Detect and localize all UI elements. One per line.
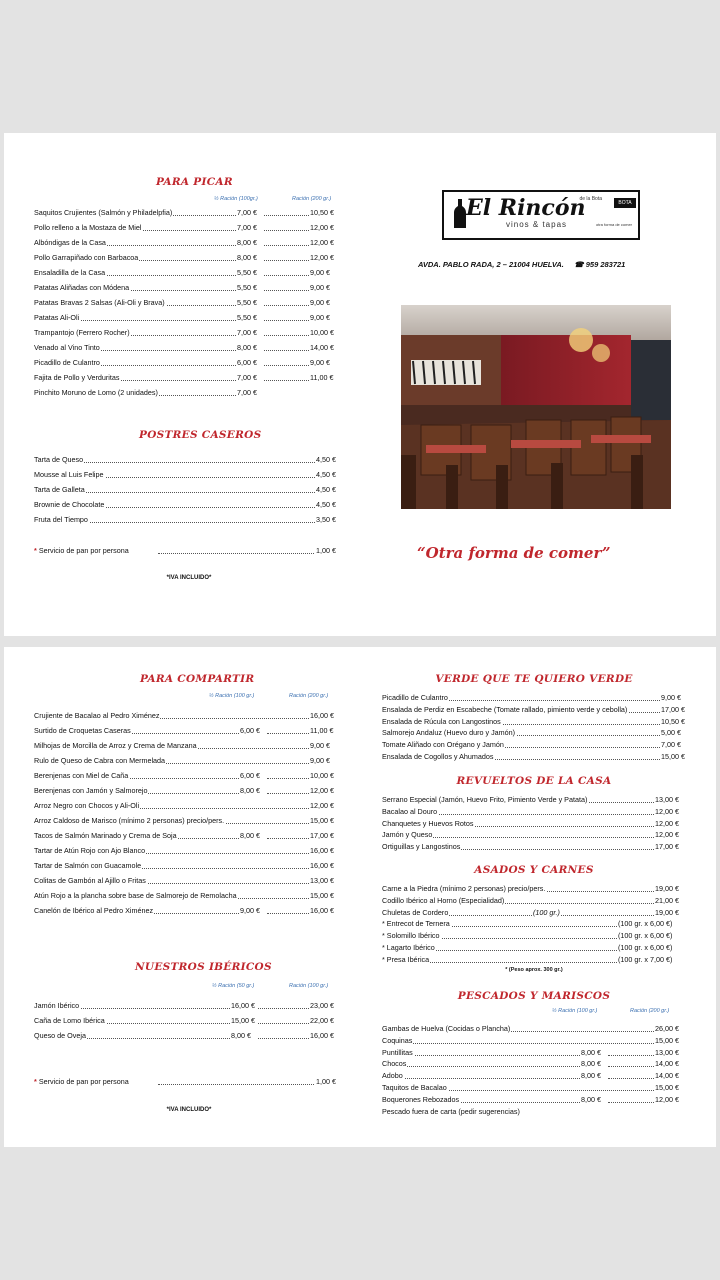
iva-note: *IVA INCLUIDO* — [166, 1107, 212, 1113]
verde-list — [382, 693, 686, 764]
item-name: Tartar de Atún Rojo con Ajo Blanco — [34, 846, 146, 855]
half-price: 5,50 € — [237, 283, 257, 292]
menu-item — [34, 373, 344, 388]
bread-label: Servicio de pan por persona — [38, 546, 129, 555]
menu-item — [34, 831, 344, 846]
menu-item — [34, 328, 344, 343]
menu-item — [382, 693, 686, 705]
half-price: 15,00 € — [231, 1016, 255, 1025]
verde-section — [382, 673, 686, 764]
menu-page-2 — [4, 647, 716, 1147]
menu-item — [382, 931, 686, 943]
item-name: Caña de Lomo Ibérica — [34, 1016, 105, 1025]
half-price: 6,00 € — [237, 358, 257, 367]
item-name: Brownie de Chocolate — [34, 500, 105, 509]
item-price: 17,00 € — [655, 842, 679, 852]
full-price: 23,00 € — [310, 1001, 334, 1010]
full-price: 16,00 € — [310, 906, 334, 915]
postres-list — [34, 455, 344, 530]
menu-item — [382, 943, 686, 955]
menu-item — [34, 711, 344, 726]
leader-dots — [264, 268, 309, 276]
leader-dots — [258, 1016, 309, 1024]
item-name: Patatas Bravas 2 Salsas (Ali-Oli y Brava) — [34, 298, 165, 307]
bread-price: 1,00 € — [316, 546, 336, 555]
menu-item — [34, 861, 344, 876]
menu-item — [382, 728, 686, 740]
item-name: Gambas de Huelva (Cocidas o Plancha) — [382, 1024, 511, 1033]
item-name: Queso de Oveja — [34, 1031, 86, 1040]
full-price: 26,00 € — [655, 1024, 679, 1033]
item-price: 21,00 € — [655, 895, 679, 905]
half-price: 5,50 € — [237, 298, 257, 307]
logo-tagline: otra forma de comer — [595, 222, 632, 227]
menu-page-1 — [4, 133, 716, 636]
column-headers — [34, 196, 344, 208]
leader-dots — [382, 1036, 654, 1044]
menu-item — [382, 955, 686, 967]
portion: (100 gr.) — [533, 907, 560, 917]
menu-item — [34, 741, 344, 756]
half-price: 8,00 € — [581, 1047, 601, 1057]
half-price: 8,00 € — [237, 253, 257, 262]
item-name: Picadillo de Culantro — [34, 358, 100, 367]
half-price: 5,50 € — [237, 268, 257, 277]
leader-dots — [264, 328, 309, 336]
item-name: Pollo relleno a la Mostaza de Miel — [34, 223, 142, 232]
item-name: * Entrecot de Ternera — [382, 919, 450, 929]
half-price: 8,00 € — [231, 1031, 251, 1040]
item-name: Saquitos Crujientes (Salmón y Philadelpfia) — [34, 208, 173, 217]
section-title: REVUELTOS DE LA CASA — [456, 775, 612, 787]
section-title: PARA PICAR — [156, 176, 233, 188]
menu-item — [34, 1016, 344, 1031]
leader-dots — [608, 1059, 654, 1067]
menu-item — [382, 1024, 686, 1036]
full-price: 12,00 € — [310, 223, 334, 232]
menu-item — [34, 358, 344, 373]
item-name: Codillo Ibérico al Horno (Especialidad) — [382, 895, 505, 905]
item-name: Patatas Aliñadas con Módena — [34, 283, 130, 292]
item-name: Ensalada de Rúcula con Langostinos — [382, 716, 501, 726]
leader-dots — [264, 358, 309, 366]
leader-dots — [267, 906, 309, 914]
item-name: Ensaladilla de la Casa — [34, 268, 106, 277]
leader-dots — [264, 343, 309, 351]
full-price: 16,00 € — [310, 711, 334, 720]
item-name: Milhojas de Morcilla de Arroz y Crema de Manzana — [34, 741, 197, 750]
item-price: 19,00 € — [655, 907, 679, 917]
leader-dots — [264, 238, 309, 246]
item-price: 19,00 € — [655, 884, 679, 893]
item-name: Fruta del Tiempo — [34, 515, 88, 524]
full-price: 11,00 € — [310, 373, 334, 382]
leader-dots — [264, 313, 309, 321]
item-price: 17,00 € — [661, 704, 685, 714]
menu-item — [34, 515, 344, 530]
half-header: ½ Ración (100 gr.) — [552, 1008, 598, 1014]
logo-name: El Rincón — [466, 195, 586, 221]
item-price: 4,50 € — [316, 500, 336, 509]
full-price: 9,00 € — [310, 756, 330, 765]
section-title: POSTRES CASEROS — [139, 429, 262, 441]
menu-item — [34, 1001, 344, 1016]
item-name: Adobo — [382, 1071, 403, 1081]
full-price: 15,00 € — [655, 1035, 679, 1045]
half-price: 8,00 € — [581, 1059, 601, 1069]
menu-item — [382, 896, 686, 908]
item-name: Serrano Especial (Jamón, Huevo Frito, Pimiento Verde y Patata) — [382, 795, 588, 804]
leader-dots — [264, 253, 309, 261]
weight-note: * (Peso aprox. 300 gr.) — [505, 966, 563, 973]
item-price: 15,00 € — [661, 751, 685, 761]
menu-item — [382, 752, 686, 764]
leader-dots — [382, 1071, 580, 1079]
column-headers — [34, 693, 344, 705]
item-name: Jamón Ibérico — [34, 1001, 80, 1010]
menu-item — [34, 756, 344, 771]
ibericos-list — [34, 1001, 344, 1046]
item-price: (100 gr. x 6,00 €) — [618, 942, 673, 952]
item-name: Rulo de Queso de Cabra con Mermelada — [34, 756, 166, 765]
menu-item — [382, 1036, 686, 1048]
menu-item — [382, 717, 686, 729]
section-title: PARA COMPARTIR — [140, 673, 255, 685]
menu-item — [34, 470, 344, 485]
menu-item — [382, 908, 686, 920]
leader-dots — [267, 726, 309, 734]
half-price: 8,00 € — [237, 343, 257, 352]
item-name: Arroz Caldoso de Marisco (mínimo 2 personas) precio/pers. — [34, 816, 225, 825]
menu-item — [382, 1107, 686, 1119]
item-price: 3,50 € — [316, 515, 336, 524]
item-name: Carne a la Piedra (mínimo 2 personas) precio/pers. — [382, 884, 546, 893]
menu-item — [382, 884, 686, 896]
menu-item — [382, 919, 686, 931]
full-price: 10,00 € — [310, 328, 334, 337]
full-header: Ración (200 gr.) — [289, 693, 329, 699]
full-price: 17,00 € — [310, 831, 334, 840]
revueltos-section — [382, 775, 686, 854]
item-name: Venado al Vino Tinto — [34, 343, 100, 352]
leader-dots — [264, 223, 309, 231]
full-price: 14,00 € — [310, 343, 334, 352]
item-name: Pollo Garrapiñado con Barbacoa — [34, 253, 139, 262]
item-name: * Solomillo Ibérico — [382, 931, 440, 941]
section-title: PESCADOS Y MARISCOS — [457, 990, 611, 1002]
full-price: 9,00 € — [310, 313, 330, 322]
menu-item — [34, 298, 344, 313]
leader-dots — [258, 1031, 309, 1039]
slogan: “Otra forma de comer” — [417, 544, 611, 562]
half-price: 6,00 € — [240, 771, 260, 780]
leader-dots — [267, 831, 309, 839]
section-title: ASADOS Y CARNES — [474, 864, 594, 876]
item-price: 4,50 € — [316, 485, 336, 494]
full-price: 12,00 € — [310, 801, 334, 810]
bread-service — [34, 1077, 344, 1092]
full-price: 16,00 € — [310, 846, 334, 855]
pescados-list — [382, 1024, 686, 1118]
menu-item — [34, 786, 344, 801]
item-name: Canelón de Ibérico al Pedro Ximénez — [34, 906, 154, 915]
leader-dots — [267, 786, 309, 794]
menu-item — [382, 819, 686, 831]
item-name: Jamón y Queso — [382, 830, 433, 840]
item-price: 9,00 € — [661, 693, 681, 702]
item-name: Crujiente de Bacalao al Pedro Ximénez — [34, 711, 160, 720]
half-price: 8,00 € — [240, 786, 260, 795]
menu-item — [382, 830, 686, 842]
item-price: 13,00 € — [655, 795, 679, 804]
half-price: 8,00 € — [581, 1071, 601, 1081]
half-price: 5,50 € — [237, 313, 257, 322]
para-picar-list — [34, 208, 344, 403]
asados-section — [382, 864, 686, 973]
menu-item — [34, 906, 344, 921]
full-price: 15,00 € — [310, 891, 334, 900]
menu-item — [34, 801, 344, 816]
bullet: * — [34, 1077, 37, 1086]
item-name: Ensalada de Perdiz en Escabeche (Tomate rallado, pimiento verde y cebolla) — [382, 704, 628, 714]
full-price: 11,00 € — [310, 726, 334, 735]
item-name: Salmorejo Andaluz (Huevo duro y Jamón) — [382, 728, 516, 738]
full-price: 12,00 € — [310, 238, 334, 247]
item-name: Berenjenas con Miel de Caña — [34, 771, 129, 780]
item-price: 4,50 € — [316, 470, 336, 479]
full-price: 12,00 € — [655, 1094, 679, 1104]
menu-item — [34, 455, 344, 470]
full-header: Ración (200 gr.) — [292, 196, 332, 202]
full-price: 15,00 € — [310, 816, 334, 825]
logo-dela: de la Bota — [579, 196, 602, 202]
restaurant-interior-photo — [401, 305, 671, 509]
menu-item — [34, 771, 344, 786]
item-price: 12,00 € — [655, 830, 679, 840]
column-headers — [34, 983, 344, 995]
item-name: Chuletas de Cordero — [382, 907, 449, 917]
menu-item — [382, 705, 686, 717]
half-price: 6,00 € — [240, 726, 260, 735]
pescados-section — [382, 990, 686, 1118]
item-name: Tarta de Galleta — [34, 485, 85, 494]
section-title: VERDE QUE TE QUIERO VERDE — [435, 673, 633, 685]
address: AVDA. PABLO RADA, 2 – 21004 HUELVA. — [418, 260, 564, 269]
item-name: Atún Rojo a la plancha sobre base de Salmorejo de Remolacha — [34, 891, 237, 900]
revueltos-list — [382, 795, 686, 854]
menu-item — [34, 726, 344, 741]
full-header: Ración (100 gr.) — [289, 983, 329, 989]
item-name: Tarta de Queso — [34, 455, 84, 464]
menu-item — [34, 343, 344, 358]
item-price: 4,50 € — [316, 455, 336, 464]
half-price: 7,00 € — [237, 208, 257, 217]
full-price: 9,00 € — [310, 298, 330, 307]
menu-item — [382, 842, 686, 854]
item-name: Tartar de Salmón con Guacamole — [34, 861, 142, 870]
menu-item — [382, 795, 686, 807]
leader-dots — [264, 298, 309, 306]
item-price: (100 gr. x 6,00 €) — [618, 919, 673, 929]
full-price: 14,00 € — [655, 1059, 679, 1069]
half-header: ½ Ración (100 gr.) — [209, 693, 255, 699]
menu-item — [34, 253, 344, 268]
item-name: * Lagarto Ibérico — [382, 942, 435, 952]
para-compartir-section — [34, 673, 344, 921]
menu-item — [34, 238, 344, 253]
ibericos-section — [34, 961, 344, 1046]
section-title: NUESTROS IBÉRICOS — [135, 961, 272, 973]
item-price: 12,00 € — [655, 818, 679, 828]
leader-dots — [382, 1059, 580, 1067]
menu-item — [382, 1095, 686, 1107]
full-price: 13,00 € — [655, 1047, 679, 1057]
half-price: 8,00 € — [240, 831, 260, 840]
para-picar-section — [34, 176, 344, 403]
item-name: Colitas de Gambón al Ajillo o Fritas — [34, 876, 146, 885]
menu-item — [34, 846, 344, 861]
item-price: (100 gr. x 6,00 €) — [618, 931, 673, 941]
logo-subtitle: vinos & tapas — [506, 220, 568, 229]
menu-item — [382, 1048, 686, 1060]
leader-dots — [264, 208, 309, 216]
logo-badge: BOTA — [614, 198, 636, 208]
postres-section — [34, 429, 344, 530]
full-header: Ración (200 gr.) — [630, 1008, 670, 1014]
menu-item — [34, 485, 344, 500]
restaurant-logo — [442, 190, 640, 240]
item-price: (100 gr. x 7,00 €) — [618, 954, 673, 964]
item-name: Taquitos de Bacalao — [382, 1082, 447, 1092]
menu-item — [382, 1059, 686, 1071]
menu-item — [382, 1083, 686, 1095]
half-price: 7,00 € — [237, 223, 257, 232]
full-price: 10,50 € — [310, 208, 334, 217]
half-header: ½ Ración (100gr.) — [214, 196, 258, 202]
item-name: Berenjenas con Jamón y Salmorejo — [34, 786, 148, 795]
menu-item — [34, 313, 344, 328]
menu-item — [34, 208, 344, 223]
menu-item — [382, 807, 686, 819]
menu-item — [34, 500, 344, 515]
phone-number: 959 283721 — [585, 260, 626, 269]
full-price: 15,00 € — [655, 1082, 679, 1092]
full-price: 14,00 € — [655, 1071, 679, 1081]
item-name: Mousse al Luis Felipe — [34, 470, 104, 479]
address-line — [418, 260, 625, 269]
half-price: 8,00 € — [581, 1094, 601, 1104]
para-compartir-list — [34, 711, 344, 921]
item-name: Patatas Ali-Oli — [34, 313, 80, 322]
bread-price: 1,00 € — [316, 1077, 336, 1086]
full-price: 10,00 € — [310, 771, 334, 780]
item-name: Arroz Negro con Chocos y Ali-Oli — [34, 801, 140, 810]
item-name: Puntillitas — [382, 1047, 413, 1057]
item-name: Bacalao al Douro — [382, 806, 438, 816]
item-price: 12,00 € — [655, 806, 679, 816]
item-price: 5,00 € — [661, 728, 681, 738]
leader-dots — [267, 771, 309, 779]
half-price: 7,00 € — [237, 388, 257, 397]
iva-note: *IVA INCLUIDO* — [166, 575, 212, 581]
leader-dots — [264, 283, 309, 291]
leader-dots — [608, 1071, 654, 1079]
item-name: Tomate Aliñado con Orégano y Jamón — [382, 740, 504, 750]
bread-service — [34, 546, 344, 561]
full-price: 22,00 € — [310, 1016, 334, 1025]
item-name: Coquinas — [382, 1035, 413, 1045]
full-price: 16,00 € — [310, 861, 334, 870]
item-name: Pescado fuera de carta (pedir sugerencias) — [382, 1106, 520, 1116]
full-price: 9,00 € — [310, 283, 330, 292]
menu-item — [382, 1071, 686, 1083]
phone-icon: ☎ — [574, 260, 584, 269]
half-header: ½ Ración (50 gr.) — [212, 983, 255, 989]
item-name: Tacos de Salmón Marinado y Crema de Soja — [34, 831, 177, 840]
menu-item — [34, 816, 344, 831]
full-price: 16,00 € — [310, 1031, 334, 1040]
menu-item — [34, 283, 344, 298]
half-price: 7,00 € — [237, 328, 257, 337]
item-price: 7,00 € — [661, 740, 681, 750]
item-name: Fajita de Pollo y Verduritas — [34, 373, 120, 382]
item-name: Surtido de Croquetas Caseras — [34, 726, 131, 735]
menu-item — [34, 1031, 344, 1046]
item-name: Chanquetes y Huevos Rotos — [382, 818, 474, 828]
menu-item — [382, 740, 686, 752]
item-name: Ortiguillas y Langostinos — [382, 842, 461, 852]
item-name: Ensalada de Cogollos y Ahumados — [382, 751, 494, 761]
full-price: 12,00 € — [310, 786, 334, 795]
item-name: Trampantojo (Ferrero Rocher) — [34, 328, 130, 337]
item-name: Albóndigas de la Casa — [34, 238, 106, 247]
item-name: Picadillo de Culantro — [382, 693, 448, 702]
column-headers — [382, 1008, 686, 1020]
menu-item — [34, 268, 344, 283]
full-price: 9,00 € — [310, 268, 330, 277]
item-price: 10,50 € — [661, 716, 685, 726]
item-name: * Presa Ibérica — [382, 954, 430, 964]
full-price: 9,00 € — [310, 358, 330, 367]
item-name: Pinchito Moruno de Lomo (2 unidades) — [34, 388, 158, 397]
menu-item — [34, 876, 344, 891]
full-price: 13,00 € — [310, 876, 334, 885]
full-price: 9,00 € — [310, 741, 330, 750]
asados-list — [382, 884, 686, 967]
half-price: 9,00 € — [240, 906, 260, 915]
menu-item — [34, 891, 344, 906]
item-name: Boquerones Rebozados — [382, 1094, 460, 1104]
leader-dots — [608, 1095, 654, 1103]
menu-item — [34, 388, 344, 403]
half-price: 8,00 € — [237, 238, 257, 247]
menu-item — [34, 223, 344, 238]
leader-dots — [608, 1048, 654, 1056]
item-name: Chocos — [382, 1059, 407, 1069]
bread-label: Servicio de pan por persona — [38, 1077, 129, 1086]
full-price: 12,00 € — [310, 253, 334, 262]
leader-dots — [264, 373, 309, 381]
leader-dots — [258, 1001, 309, 1009]
half-price: 7,00 € — [237, 373, 257, 382]
half-price: 16,00 € — [231, 1001, 255, 1010]
bullet: * — [34, 546, 37, 555]
